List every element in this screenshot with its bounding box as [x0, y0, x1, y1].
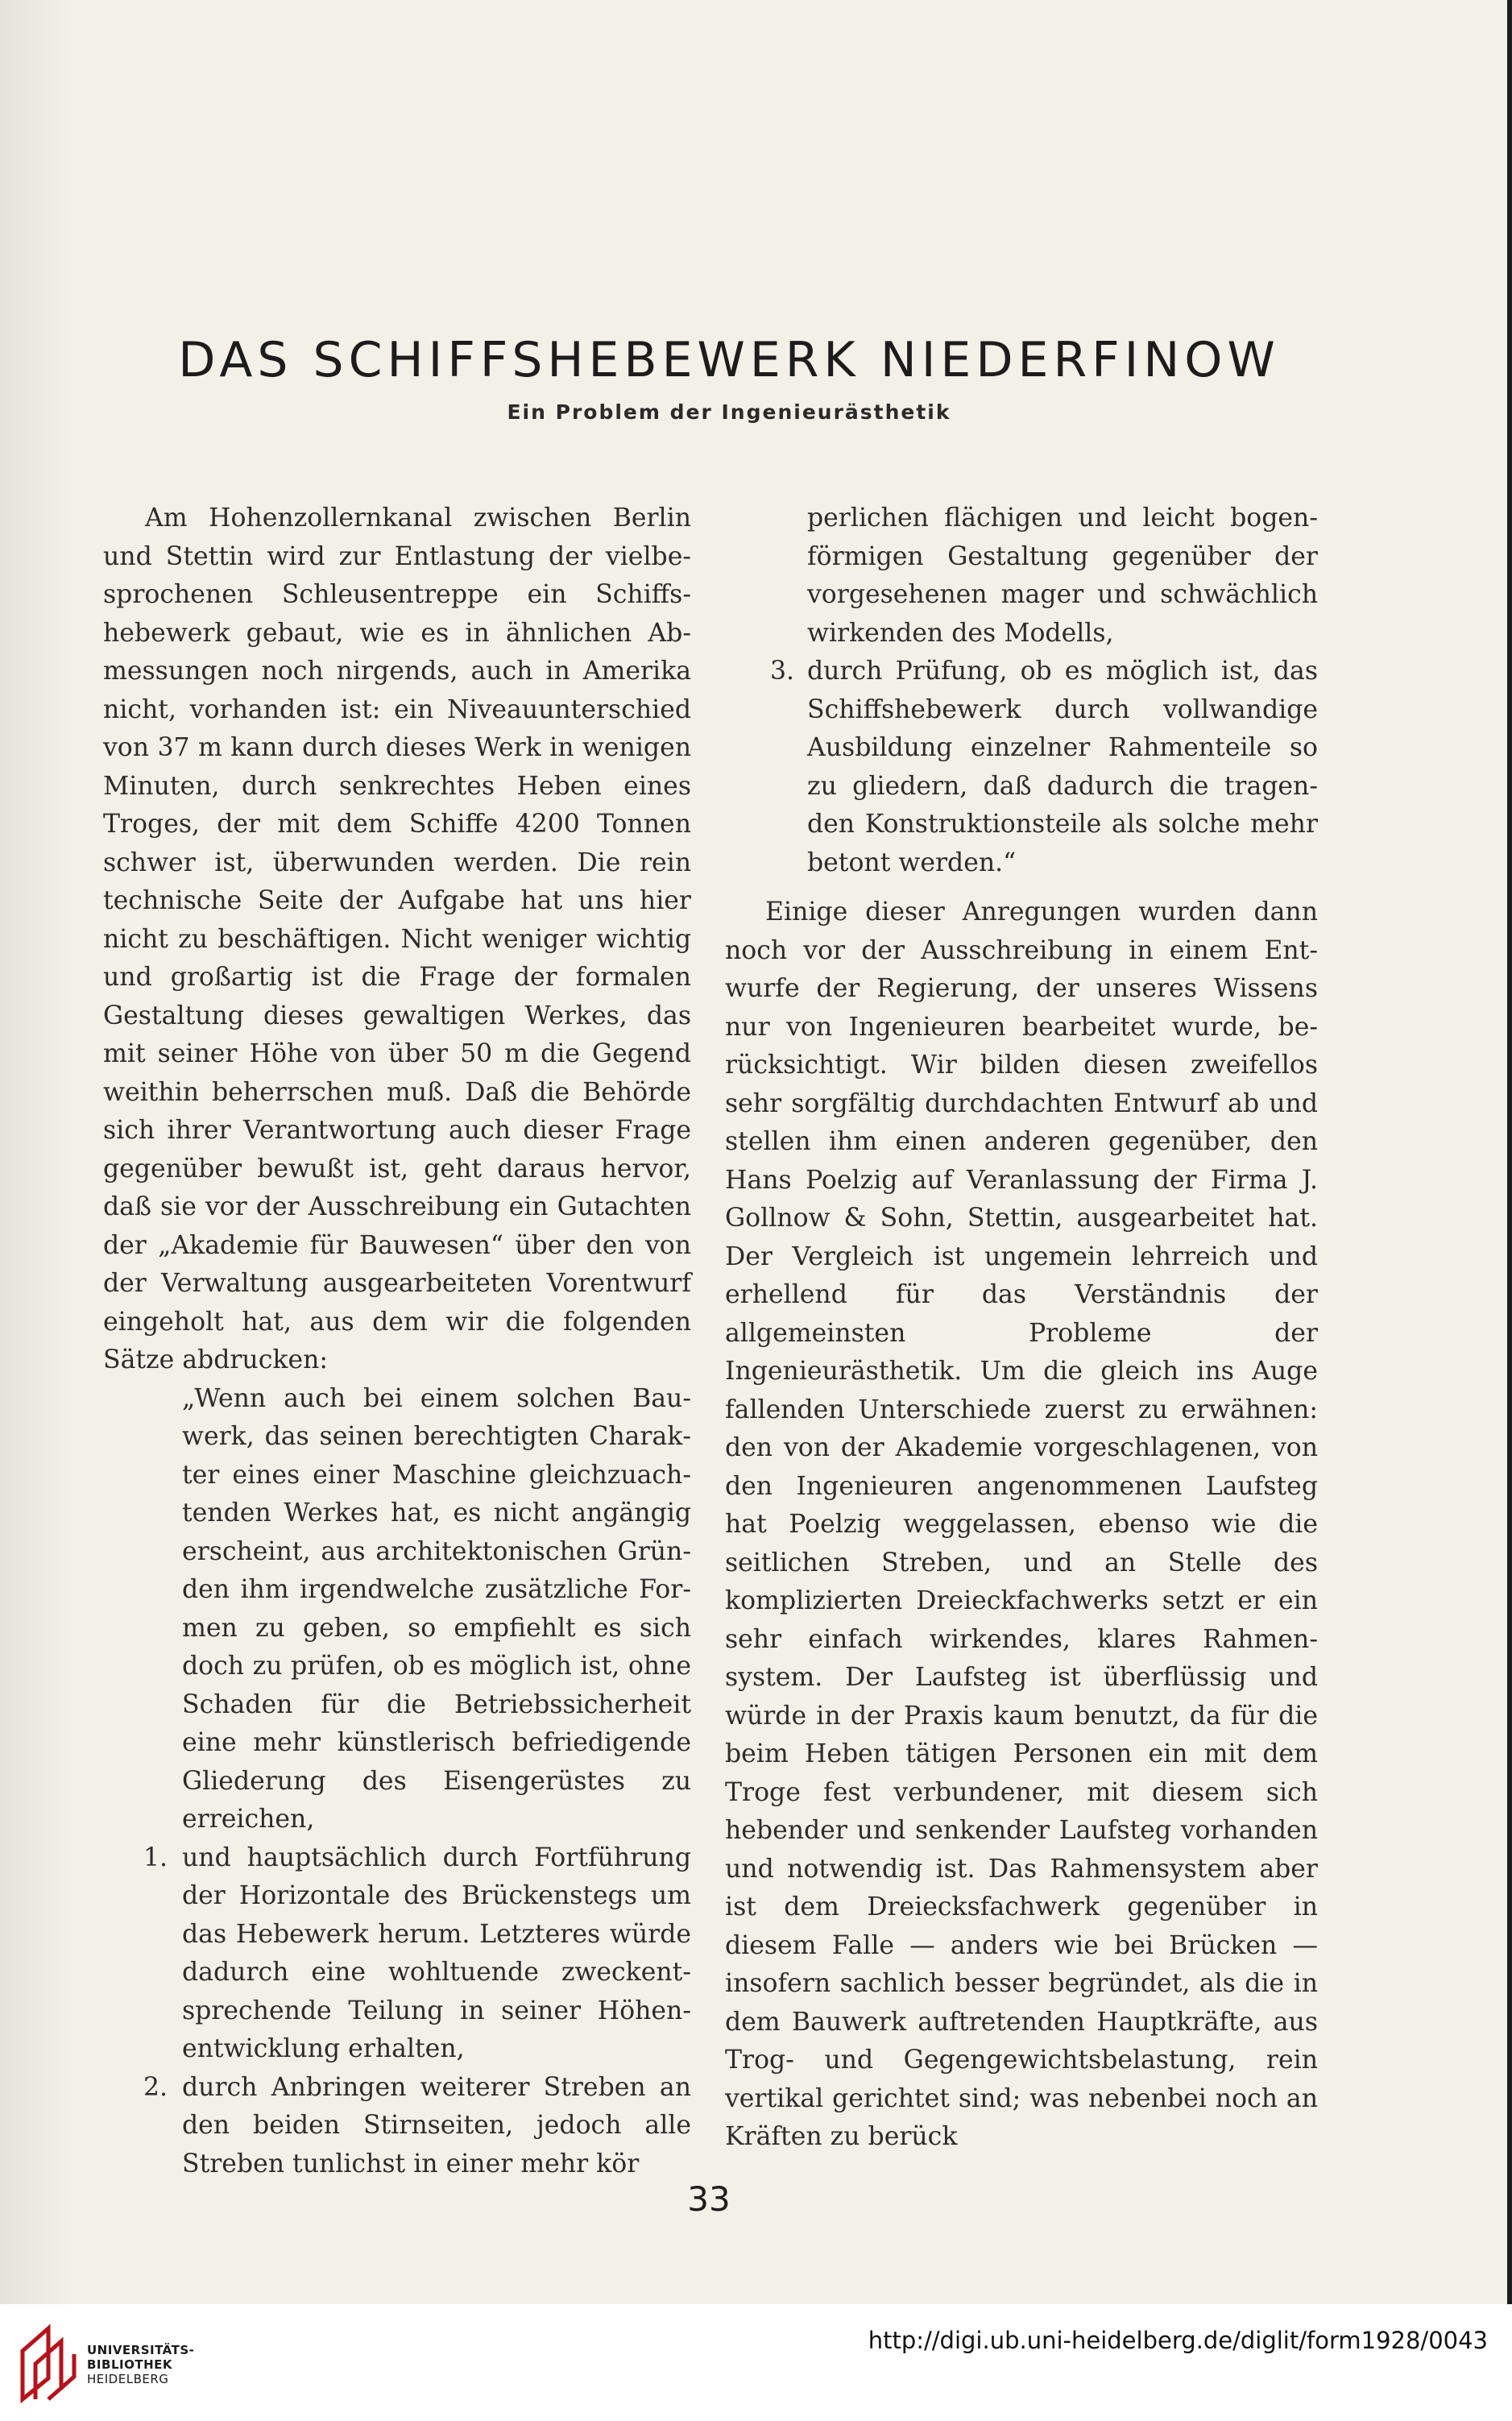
intro-paragraph: Am Hohenzollernkanal zwischen Berlin und Stettin wird zur Entlastung der vielbesprochenen Schleusentreppe ein Schiffshebewerk gebaut, wie es in ähnlichen Abmessungen noch nirgends, auch in Amerika nicht, vorhanden ist: ein Niveauunterschied von 37 m kann durch dieses Werk in wenigen Minuten, durch senkrechtes Heben eines Troges, der mit dem Schiffe 4200 Tonnen schwer ist, überwunden werden. Die rein technische Seite der Aufgabe hat uns hier nicht zu beschäftigen. Nicht weniger wichtig und großartig ist die Frage der formalen Gestaltung dieses gewaltigen Werkes, das mit seiner Höhe von über 50 m die Gegend weithin beherrschen muß. Daß die Behörde sich ihrer Verantwortung auch dieser Frage gegenüber bewußt ist, geht daraus hervor, daß sie vor der Ausschreibung ein Gutachten der „Akademie für Bauwesen“ über den von der Verwaltung ausgearbeiteten Vorentwurf eingeholt hat, aus dem wir die folgenden Sätze abdrucken: [103, 504, 691, 1374]
list-item-2 [103, 2069, 691, 2184]
source-url-link[interactable]: http://digi.ub.uni-heidelberg.de/diglit/form1928/0043 [868, 2327, 1488, 2354]
list-number-1: 1. [143, 1843, 168, 1872]
list-text-3: durch Prüfung, ob es möglich ist, das Schiffshebewerk durch vollwandige Ausbildung einzelner Rahmenteile so zu gliedern, daß dadurch die tragenden Konstruktionsteile als solche mehr betont werden.“ [807, 657, 1318, 877]
scan-border [1507, 0, 1512, 2304]
list-text-1: und hauptsächlich durch Fortführung der Horizontale des Brückenstegs um das Hebewerk herum. Letzteres würde dadurch eine wohltuende zweckentsprechende Teilung in seiner Höhenentwicklung erhalten, [182, 1843, 691, 2063]
library-name-line-2: BIBLIOTHEK [87, 2357, 172, 2372]
list-item-3 [725, 653, 1318, 882]
library-name [87, 2343, 194, 2386]
list-number-3: 3. [769, 657, 794, 686]
list-text-2: durch Anbringen weiterer Streben an den beiden Stirnseiten, jedoch alle Streben tunlichst in einer mehr kör [182, 2072, 691, 2178]
library-name-line-1: UNIVERSITÄTS- [87, 2343, 195, 2357]
comparison-paragraph: Einige dieser Anregungen wurden dann noch vor der Ausschreibung in einem Entwurfe der Regierung, der unseres Wissens nur von Ingenieuren bearbeitet wurde, berücksichtigt. Wir bilden diesen zweifellos sehr sorgfältig durchdachten Entwurf ab und stellen ihm einen anderen gegenüber, den Hans Poelzig auf Veranlassung der Firma J. Gollnow & Sohn, Stettin, ausgearbeitet hat. Der Vergleich ist ungemein lehrreich und erhellend für das Verständnis der allgemeinsten Probleme der Ingenieurästhetik. Um die gleich ins Auge fallenden Unterschiede zuerst zu erwähnen: den von der Akademie vorgeschlagenen, von den Ingenieuren angenommenen Laufsteg hat Poelzig weggelassen, ebenso wie die seitlichen Streben, und an Stelle des komplizierten Dreieckfachwerks setzt er ein sehr einfach wirkendes, klares Rahmensystem. Der Laufsteg ist überflüssig und würde in der Praxis kaum benutzt, da für die beim Heben tätigen Personen ein mit dem Troge fest verbundener, mit diesem sich hebender und senkender Laufsteg vorhanden und notwendig ist. Das Rahmensystem aber ist dem Dreiecksfachwerk gegenüber in diesem Falle — anders wie bei Brücken — insofern sachlich besser begründet, als die in dem Bauwerk auftretenden Hauptkräfte, aus Trog- und Gegengewichtsbelastung, rein vertikal gerichtet sind; was nebenbei noch an Kräften zu berück [725, 898, 1318, 2151]
page-number: 33 [687, 2179, 731, 2219]
right-column [725, 500, 1318, 2157]
footer-bar [0, 2304, 1512, 2421]
left-column [103, 500, 691, 2183]
list-item-1 [103, 1839, 691, 2069]
academy-quote: „Wenn auch bei einem solchen Bauwerk, das seinen berechtigten Charakter eines einer Maschine gleichzuachtenden Werkes hat, es nicht angängig erscheint, aus architektonischen Gründen ihm irgendwelche zusätzliche Formen zu geben, so empfiehlt es sich doch zu prüfen, ob es möglich ist, ohne Schaden für die Betriebssicherheit eine mehr künstlerisch befriedigende Gliederung des Eisengerüstes zu erreichen, [182, 1383, 691, 1834]
article-title: DAS SCHIFFSHEBEWERK NIEDERFINOW [178, 332, 1280, 388]
list-number-2: 2. [143, 2072, 168, 2102]
library-name-line-3: HEIDELBERG [87, 2372, 169, 2386]
list-item-2-continued: perlichen flächigen und leicht bogenförmigen Gestaltung gegenüber der vorgesehenen mager und schwächlich wirkenden des Modells, [807, 504, 1318, 648]
article-subtitle: Ein Problem der Ingenieurästhetik [507, 400, 951, 424]
university-library-logo-icon[interactable] [16, 2322, 79, 2404]
